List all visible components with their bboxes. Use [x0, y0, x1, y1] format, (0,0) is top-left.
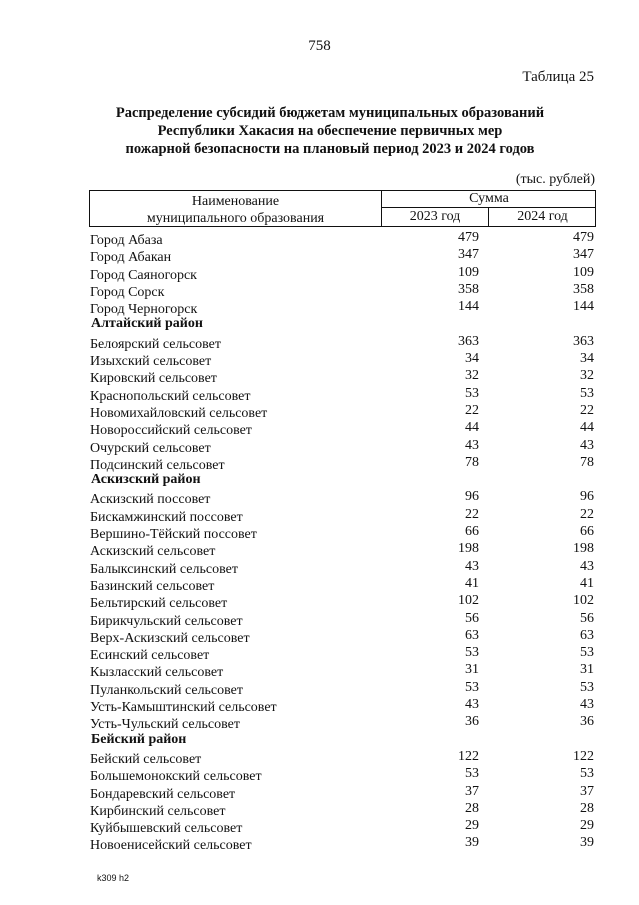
amount-2023: 66 [465, 524, 479, 540]
municipality-name: Балыксинский сельсовет [90, 561, 238, 577]
amount-2023: 22 [465, 506, 479, 522]
municipality-name: Кирбинский сельсовет [90, 803, 226, 819]
table-row [89, 351, 596, 368]
amount-2024: 109 [573, 264, 594, 280]
amount-2023: 43 [465, 697, 479, 713]
table-row [89, 835, 596, 852]
amount-2024: 63 [580, 627, 594, 643]
amount-2023: 78 [465, 454, 479, 470]
table-row [89, 749, 596, 766]
table-row [89, 403, 596, 420]
municipality-name: Усть-Камыштинский сельсовет [90, 700, 277, 716]
amount-2023: 358 [458, 281, 479, 297]
year-2024-header: 2024 год [517, 209, 568, 224]
table-row [89, 697, 596, 714]
table-row [89, 489, 596, 506]
amount-2023: 31 [465, 662, 479, 678]
table-row [89, 282, 596, 299]
amount-2023: 22 [465, 402, 479, 418]
district-heading-row [89, 316, 596, 333]
amount-2024: 32 [580, 368, 594, 384]
municipality-name: Город Черногорск [90, 302, 198, 318]
municipality-name: Аскизский сельсовет [90, 544, 216, 560]
municipality-name: Город Абакан [90, 250, 172, 266]
table-row [89, 714, 596, 731]
district-heading-row [89, 732, 596, 749]
table-row [89, 766, 596, 783]
title-line-1: Распределение субсидий бюджетам муниципальных образований [115, 105, 545, 121]
table-row [89, 368, 596, 385]
table-row [89, 541, 596, 558]
municipality-name: Кировский сельсовет [90, 371, 217, 387]
amount-2024: 198 [573, 541, 594, 557]
amount-2023: 144 [458, 299, 479, 315]
municipality-name: Бейский сельсовет [90, 751, 202, 767]
table-row [89, 818, 596, 835]
table-row [89, 265, 596, 282]
amount-2024: 43 [580, 558, 594, 574]
municipality-name: Усть-Чульский сельсовет [90, 717, 241, 733]
amount-2023: 36 [465, 714, 479, 730]
municipality-name: Вершино-Тёйский поссовет [90, 527, 257, 543]
amount-2024: 37 [580, 783, 594, 799]
table-label: Таблица 25 [522, 69, 594, 85]
title-line-3: пожарной безопасности на плановый период 2023 и 2024 годов [125, 141, 535, 157]
table-row [89, 334, 596, 351]
amount-2024: 53 [580, 385, 594, 401]
municipality-name: Новомихайловский сельсовет [90, 405, 268, 421]
units-note: (тыс. рублей) [515, 172, 595, 187]
municipality-name: Белоярский сельсовет [90, 336, 221, 352]
amount-2023: 44 [465, 420, 479, 436]
table-row [89, 662, 596, 679]
amount-2024: 43 [580, 437, 594, 453]
amount-2023: 53 [465, 385, 479, 401]
district-name: Аскизский район [91, 472, 201, 488]
municipality-name: Пуланкольский сельсовет [90, 682, 244, 698]
amount-2024: 144 [573, 299, 594, 315]
table-row [89, 576, 596, 593]
amount-2023: 43 [465, 558, 479, 574]
amount-2024: 347 [573, 247, 594, 263]
municipality-name: Город Саяногорск [90, 267, 197, 283]
amount-2024: 43 [580, 697, 594, 713]
municipality-name: Бондаревский сельсовет [90, 786, 236, 802]
footer-code: k309 h2 [97, 873, 130, 883]
amount-2023: 122 [458, 748, 479, 764]
amount-2023: 102 [458, 593, 479, 609]
table-row [89, 801, 596, 818]
municipality-name: Бирикчульский сельсовет [90, 613, 243, 629]
table-row [89, 386, 596, 403]
amount-2023: 53 [465, 679, 479, 695]
district-name: Алтайский район [91, 316, 203, 332]
sum-column-header: Сумма [382, 191, 596, 208]
municipality-name: Краснопольский сельсовет [90, 388, 251, 404]
municipality-name: Город Абаза [90, 233, 163, 248]
amount-2023: 198 [458, 541, 479, 557]
amount-2024: 78 [580, 454, 594, 470]
amount-2024: 363 [573, 333, 594, 349]
municipality-name: Кызласский сельсовет [90, 665, 224, 681]
amount-2024: 102 [573, 593, 594, 609]
amount-2023: 363 [458, 333, 479, 349]
amount-2024: 41 [580, 575, 594, 591]
name-header-line-2: муниципального образования [146, 211, 325, 226]
amount-2023: 347 [458, 247, 479, 263]
amount-2024: 53 [580, 679, 594, 695]
amount-2024: 28 [580, 800, 594, 816]
district-name: Бейский район [91, 731, 187, 747]
title-line-2: Республики Хакасия на обеспечение первичных мер [157, 123, 503, 139]
amount-2023: 53 [465, 766, 479, 782]
amount-2023: 109 [458, 264, 479, 280]
name-column-header [90, 191, 382, 226]
table-row [89, 611, 596, 628]
amount-2023: 34 [465, 351, 479, 367]
municipality-name: Верх-Аскизский сельсовет [90, 630, 250, 646]
table-row [89, 247, 596, 264]
district-heading-row [89, 472, 596, 489]
amount-2024: 122 [573, 748, 594, 764]
amount-2024: 22 [580, 402, 594, 418]
municipality-name: Новоенисейский сельсовет [90, 838, 252, 854]
amount-2023: 37 [465, 783, 479, 799]
table-row [89, 628, 596, 645]
table-row [89, 559, 596, 576]
amount-2024: 56 [580, 610, 594, 626]
name-header-line-1: Наименование [191, 194, 280, 209]
table-row [89, 784, 596, 801]
municipality-name: Куйбышевский сельсовет [90, 821, 243, 837]
table-row [89, 299, 596, 316]
municipality-name: Новороссийский сельсовет [90, 423, 252, 439]
amount-2024: 53 [580, 645, 594, 661]
table-row [89, 230, 596, 247]
amount-2023: 32 [465, 368, 479, 384]
year-2023-header: 2023 год [382, 208, 489, 226]
municipality-name: Бискамжинский поссовет [90, 509, 243, 525]
table-row [89, 420, 596, 437]
page-number: 758 [308, 38, 331, 54]
municipality-name: Аскизский поссовет [90, 492, 211, 508]
amount-2023: 41 [465, 575, 479, 591]
municipality-name: Большемонокский сельсовет [90, 769, 262, 785]
document-title [60, 104, 600, 158]
amount-2024: 53 [580, 766, 594, 782]
municipality-name: Подсинский сельсовет [90, 457, 225, 473]
municipality-name: Есинский сельсовет [90, 648, 210, 664]
municipality-name: Бельтирский сельсовет [90, 596, 228, 612]
amount-2023: 56 [465, 610, 479, 626]
amount-2024: 39 [580, 835, 594, 851]
municipality-name: Изыхский сельсовет [90, 354, 212, 370]
amount-2023: 96 [465, 489, 479, 505]
amount-2024: 479 [573, 230, 594, 245]
municipality-name: Базинский сельсовет [90, 578, 215, 594]
amount-2024: 29 [580, 818, 594, 834]
table-row [89, 507, 596, 524]
table-row [89, 524, 596, 541]
amount-2023: 479 [458, 230, 479, 245]
table-header [89, 190, 596, 227]
table-row [89, 593, 596, 610]
municipality-name: Город Сорск [90, 284, 165, 300]
amount-2023: 28 [465, 800, 479, 816]
table-body [89, 230, 596, 853]
amount-2024: 31 [580, 662, 594, 678]
amount-2023: 43 [465, 437, 479, 453]
table-row [89, 438, 596, 455]
amount-2024: 66 [580, 524, 594, 540]
amount-2024: 36 [580, 714, 594, 730]
amount-2024: 34 [580, 351, 594, 367]
amount-2023: 39 [465, 835, 479, 851]
table-row [89, 645, 596, 662]
amount-2023: 53 [465, 645, 479, 661]
amount-2024: 22 [580, 506, 594, 522]
amount-2024: 44 [580, 420, 594, 436]
amount-2024: 96 [580, 489, 594, 505]
amount-2023: 63 [465, 627, 479, 643]
amount-2024: 358 [573, 281, 594, 297]
municipality-name: Очурский сельсовет [90, 440, 211, 456]
amount-2023: 29 [465, 818, 479, 834]
table-row [89, 455, 596, 472]
table-row [89, 680, 596, 697]
